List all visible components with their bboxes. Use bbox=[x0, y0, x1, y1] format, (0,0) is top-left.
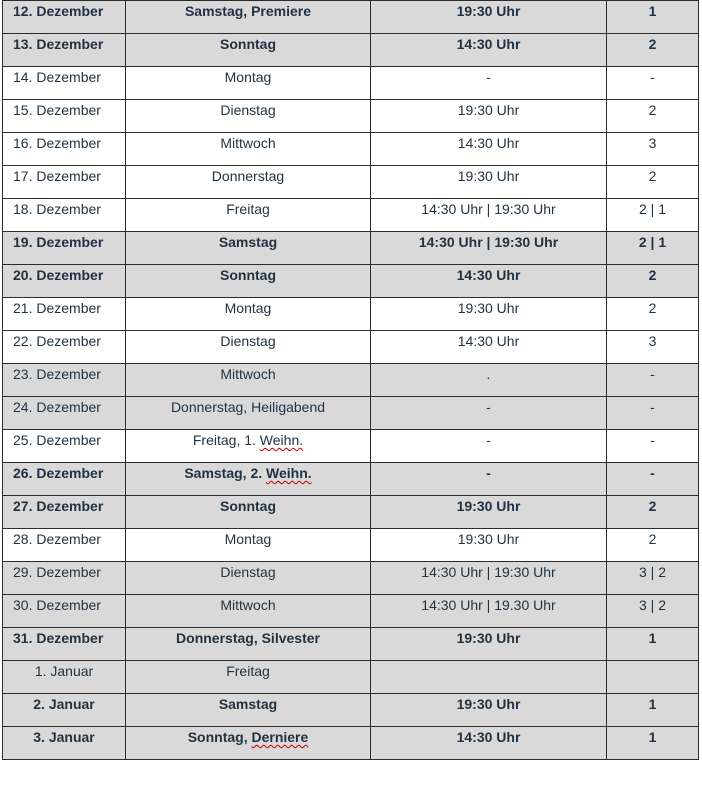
time-cell: 19:30 Uhr bbox=[371, 694, 607, 727]
time-cell: 14:30 Uhr bbox=[371, 265, 607, 298]
time-cell: 14:30 Uhr bbox=[371, 34, 607, 67]
time-cell: - bbox=[371, 67, 607, 100]
day-cell: Sonntag bbox=[126, 496, 371, 529]
table-row bbox=[3, 529, 699, 562]
table-row bbox=[3, 34, 699, 67]
date-cell: 31. Dezember bbox=[3, 628, 126, 661]
table-row bbox=[3, 595, 699, 628]
date-cell: 26. Dezember bbox=[3, 463, 126, 496]
time-cell: 19:30 Uhr bbox=[371, 166, 607, 199]
time-cell: 14:30 Uhr bbox=[371, 331, 607, 364]
table-row bbox=[3, 727, 699, 760]
performance-count-cell: 1 bbox=[607, 694, 699, 727]
table-row bbox=[3, 397, 699, 430]
performance-count-cell: 3 bbox=[607, 331, 699, 364]
table-row bbox=[3, 562, 699, 595]
time-cell bbox=[371, 661, 607, 694]
time-cell: 19:30 Uhr bbox=[371, 496, 607, 529]
time-cell: 14:30 Uhr bbox=[371, 727, 607, 760]
day-cell: Freitag bbox=[126, 661, 371, 694]
time-cell: - bbox=[371, 430, 607, 463]
time-cell: - bbox=[371, 463, 607, 496]
day-cell: Mittwoch bbox=[126, 133, 371, 166]
performance-count-cell bbox=[607, 661, 699, 694]
date-cell: 21. Dezember bbox=[3, 298, 126, 331]
day-cell: Dienstag bbox=[126, 562, 371, 595]
date-cell: 12. Dezember bbox=[3, 1, 126, 34]
table-row bbox=[3, 166, 699, 199]
table-row bbox=[3, 364, 699, 397]
time-cell: - bbox=[371, 397, 607, 430]
table-row bbox=[3, 133, 699, 166]
day-cell: Montag bbox=[126, 67, 371, 100]
performance-count-cell: 2 bbox=[607, 100, 699, 133]
date-cell: 22. Dezember bbox=[3, 331, 126, 364]
performance-count-cell: 1 bbox=[607, 727, 699, 760]
table-row bbox=[3, 298, 699, 331]
date-cell: 18. Dezember bbox=[3, 199, 126, 232]
date-cell: 17. Dezember bbox=[3, 166, 126, 199]
day-cell: Donnerstag, Silvester bbox=[126, 628, 371, 661]
schedule-table bbox=[2, 0, 699, 760]
time-cell: 14:30 Uhr bbox=[371, 133, 607, 166]
performance-count-cell: - bbox=[607, 364, 699, 397]
performance-count-cell: 2 bbox=[607, 166, 699, 199]
table-row bbox=[3, 199, 699, 232]
performance-count-cell: 1 bbox=[607, 1, 699, 34]
date-cell: 27. Dezember bbox=[3, 496, 126, 529]
performance-count-cell: 2 bbox=[607, 529, 699, 562]
date-cell: 20. Dezember bbox=[3, 265, 126, 298]
day-cell: Montag bbox=[126, 529, 371, 562]
table-row bbox=[3, 1, 699, 34]
date-cell: 24. Dezember bbox=[3, 397, 126, 430]
date-cell: 19. Dezember bbox=[3, 232, 126, 265]
day-cell: Samstag, 2. Weihn. bbox=[126, 463, 371, 496]
table-row bbox=[3, 628, 699, 661]
time-cell: 19:30 Uhr bbox=[371, 529, 607, 562]
schedule-body bbox=[3, 1, 699, 760]
date-cell: 16. Dezember bbox=[3, 133, 126, 166]
table-row bbox=[3, 463, 699, 496]
time-cell: 14:30 Uhr | 19:30 Uhr bbox=[371, 199, 607, 232]
day-cell: Dienstag bbox=[126, 100, 371, 133]
table-row bbox=[3, 232, 699, 265]
time-cell: 14:30 Uhr | 19.30 Uhr bbox=[371, 595, 607, 628]
day-cell: Sonntag bbox=[126, 265, 371, 298]
performance-count-cell: 2 bbox=[607, 496, 699, 529]
performance-count-cell: 2 bbox=[607, 265, 699, 298]
performance-count-cell: 2 bbox=[607, 298, 699, 331]
day-cell: Samstag bbox=[126, 232, 371, 265]
table-row bbox=[3, 67, 699, 100]
day-cell: Donnerstag, Heiligabend bbox=[126, 397, 371, 430]
date-cell: 14. Dezember bbox=[3, 67, 126, 100]
date-cell: 25. Dezember bbox=[3, 430, 126, 463]
performance-count-cell: - bbox=[607, 67, 699, 100]
performance-count-cell: 3 | 2 bbox=[607, 595, 699, 628]
performance-count-cell: - bbox=[607, 430, 699, 463]
table-row bbox=[3, 331, 699, 364]
date-cell: 1. Januar bbox=[3, 661, 126, 694]
time-cell: 19:30 Uhr bbox=[371, 1, 607, 34]
table-row bbox=[3, 661, 699, 694]
day-cell: Freitag bbox=[126, 199, 371, 232]
table-row bbox=[3, 694, 699, 727]
performance-count-cell: 1 bbox=[607, 628, 699, 661]
day-cell: Freitag, 1. Weihn. bbox=[126, 430, 371, 463]
table-row bbox=[3, 265, 699, 298]
time-cell: 14:30 Uhr | 19:30 Uhr bbox=[371, 562, 607, 595]
date-cell: 28. Dezember bbox=[3, 529, 126, 562]
day-cell: Dienstag bbox=[126, 331, 371, 364]
day-cell: Samstag bbox=[126, 694, 371, 727]
date-cell: 23. Dezember bbox=[3, 364, 126, 397]
time-cell: 19:30 Uhr bbox=[371, 298, 607, 331]
table-row bbox=[3, 100, 699, 133]
table-row bbox=[3, 430, 699, 463]
date-cell: 15. Dezember bbox=[3, 100, 126, 133]
time-cell: 19:30 Uhr bbox=[371, 100, 607, 133]
time-cell: . bbox=[371, 364, 607, 397]
performance-count-cell: 3 bbox=[607, 133, 699, 166]
time-cell: 14:30 Uhr | 19:30 Uhr bbox=[371, 232, 607, 265]
performance-count-cell: 2 bbox=[607, 34, 699, 67]
performance-count-cell: - bbox=[607, 397, 699, 430]
day-cell: Donnerstag bbox=[126, 166, 371, 199]
date-cell: 29. Dezember bbox=[3, 562, 126, 595]
date-cell: 2. Januar bbox=[3, 694, 126, 727]
day-cell: Mittwoch bbox=[126, 364, 371, 397]
performance-count-cell: 2 | 1 bbox=[607, 199, 699, 232]
performance-count-cell: 2 | 1 bbox=[607, 232, 699, 265]
performance-count-cell: 3 | 2 bbox=[607, 562, 699, 595]
date-cell: 3. Januar bbox=[3, 727, 126, 760]
day-cell: Sonntag bbox=[126, 34, 371, 67]
performance-count-cell: - bbox=[607, 463, 699, 496]
day-cell: Mittwoch bbox=[126, 595, 371, 628]
day-cell: Sonntag, Derniere bbox=[126, 727, 371, 760]
time-cell: 19:30 Uhr bbox=[371, 628, 607, 661]
date-cell: 30. Dezember bbox=[3, 595, 126, 628]
day-cell: Samstag, Premiere bbox=[126, 1, 371, 34]
date-cell: 13. Dezember bbox=[3, 34, 126, 67]
table-row bbox=[3, 496, 699, 529]
day-cell: Montag bbox=[126, 298, 371, 331]
